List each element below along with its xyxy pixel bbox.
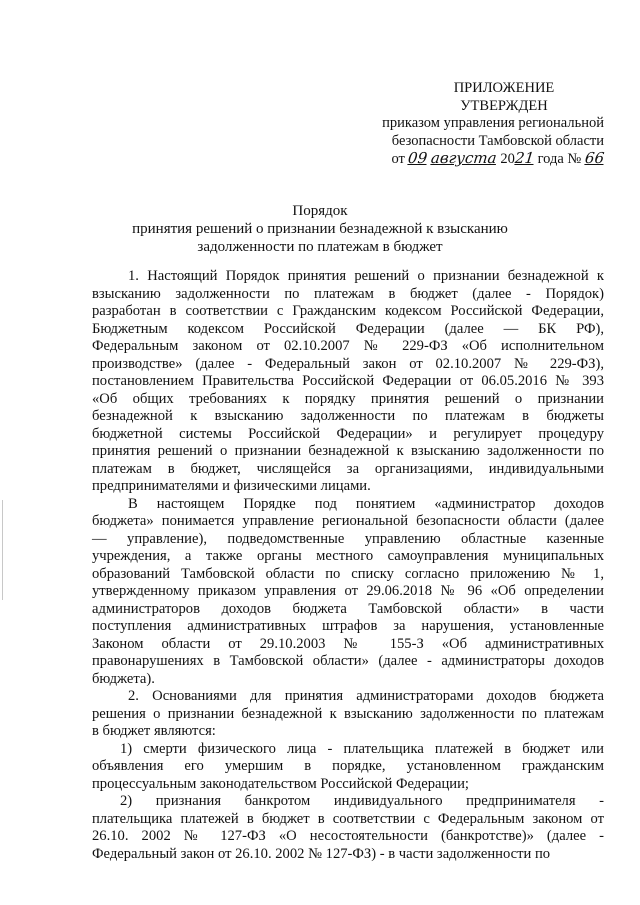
- date-year-prefix: 20: [500, 151, 515, 167]
- text-line: разработан в соответствии с Гражданским кодексом Российской Федерации,: [92, 303, 604, 319]
- text-line: бюджета).: [92, 670, 155, 687]
- text-line: 2. Основаниями для принятия администраторами доходов бюджета: [128, 688, 604, 704]
- date-year-handwritten: 21: [513, 149, 535, 167]
- document-body: [92, 268, 604, 863]
- text-line: образований Тамбовской области по списку согласно приложению № 1,: [92, 565, 604, 582]
- text-line: принятия решений о признании безнадежной к взысканию задолженности по: [92, 443, 604, 459]
- text-line: утвержденному приказом управления от 29.06.2018 № 96 «Об определении: [92, 583, 604, 599]
- text-line: — управление), подведомственные управлению областные казенные: [92, 530, 604, 547]
- text-line: «Об общих требованиях к порядку принятия решений о признании: [92, 390, 604, 407]
- order-number-handwritten: 66: [584, 149, 606, 167]
- text-line: производстве» (далее - Федеральный закон от 02.10.2007 № 229-ФЗ),: [92, 355, 604, 372]
- text-line: взысканию задолженности по платежам в бюджет (далее - Порядок): [92, 285, 604, 302]
- date-month-handwritten: августа: [430, 149, 498, 167]
- text-line: Федеральный закон от 26.10. 2002 № 127-ФЗ) - в части задолженности по: [92, 845, 551, 862]
- paragraph: [92, 688, 604, 741]
- paragraph: [92, 496, 604, 689]
- text-line: платежам в бюджет, числящейся за организациями, индивидуальными: [92, 460, 604, 477]
- order-date-line: [364, 150, 604, 169]
- approval-header: [364, 80, 604, 169]
- text-line: объявления его умершим в порядке, установленном гражданским: [92, 758, 604, 774]
- paragraph: [92, 741, 604, 794]
- text-line: постановлением Правительства Российской Федерации от 06.05.2016 № 393: [92, 373, 604, 389]
- approved-label: УТВЕРЖДЕН: [460, 97, 548, 114]
- paragraph: [92, 268, 604, 496]
- text-line: В настоящем Порядке под понятием «администратор доходов: [128, 495, 604, 512]
- text-line: правонарушениях в Тамбовской области» (далее - администраторы доходов: [92, 653, 604, 669]
- date-prefix: от: [391, 151, 405, 167]
- text-line: Законом области от 29.10.2003 № 155-З «Об административных: [92, 635, 604, 652]
- title-line-3: задолженности по платежам в бюджет: [197, 239, 443, 255]
- appendix-label: ПРИЛОЖЕНИЕ: [453, 80, 555, 96]
- scan-edge-mark: [2, 500, 3, 600]
- paragraph: [92, 793, 604, 863]
- text-line: предпринимателями и физическими лицами.: [92, 478, 371, 494]
- text-line: процессуальным законодательством Российской Федерации;: [92, 775, 469, 792]
- document-title: [0, 202, 640, 256]
- text-line: 2) признания банкротом индивидуального предпринимателя -: [120, 793, 604, 809]
- text-line: Федеральным законом от 02.10.2007 № 229-ФЗ «Об исполнительном: [92, 338, 604, 354]
- text-line: плательщика платежей в бюджет в соответствии с Федеральным законом от: [92, 810, 604, 827]
- title-line-2: принятия решений о признании безнадежной к взысканию: [132, 221, 508, 237]
- order-line-1: приказом управления региональной: [382, 115, 604, 131]
- text-line: Бюджетным кодексом Российской Федерации (далее — БК РФ),: [92, 320, 604, 337]
- text-line: 26.10. 2002 № 127-ФЗ «О несостоятельности (банкротстве)» (далее -: [92, 828, 604, 844]
- text-line: администраторов доходов бюджета Тамбовской области» в части: [92, 600, 604, 617]
- text-line: бюджета» понимается управление региональной безопасности области (далее: [92, 513, 604, 529]
- text-line: бюджетной системы Российской Федерации» и регулирует процедуру: [92, 425, 604, 442]
- date-year-word: года №: [537, 151, 582, 167]
- text-line: поступления административных штрафов за нарушения, установленные: [92, 618, 604, 634]
- order-line-2: безопасности Тамбовской области: [391, 132, 604, 149]
- text-line: 1. Настоящий Порядок принятия решений о признании безнадежной к: [128, 268, 604, 284]
- title-line-1: Порядок: [292, 203, 348, 219]
- date-day-handwritten: 09: [407, 149, 429, 167]
- text-line: решения о признании безнадежной к взысканию задолженности по платежам: [92, 705, 604, 722]
- text-line: безнадежной к взысканию задолженности по платежам в бюджеты: [92, 408, 604, 424]
- text-line: в бюджет являются:: [92, 723, 216, 739]
- text-line: 1) смерти физического лица - плательщика платежей в бюджет или: [120, 740, 604, 757]
- text-line: учреждения, а также органы местного самоуправления муниципальных: [92, 548, 604, 564]
